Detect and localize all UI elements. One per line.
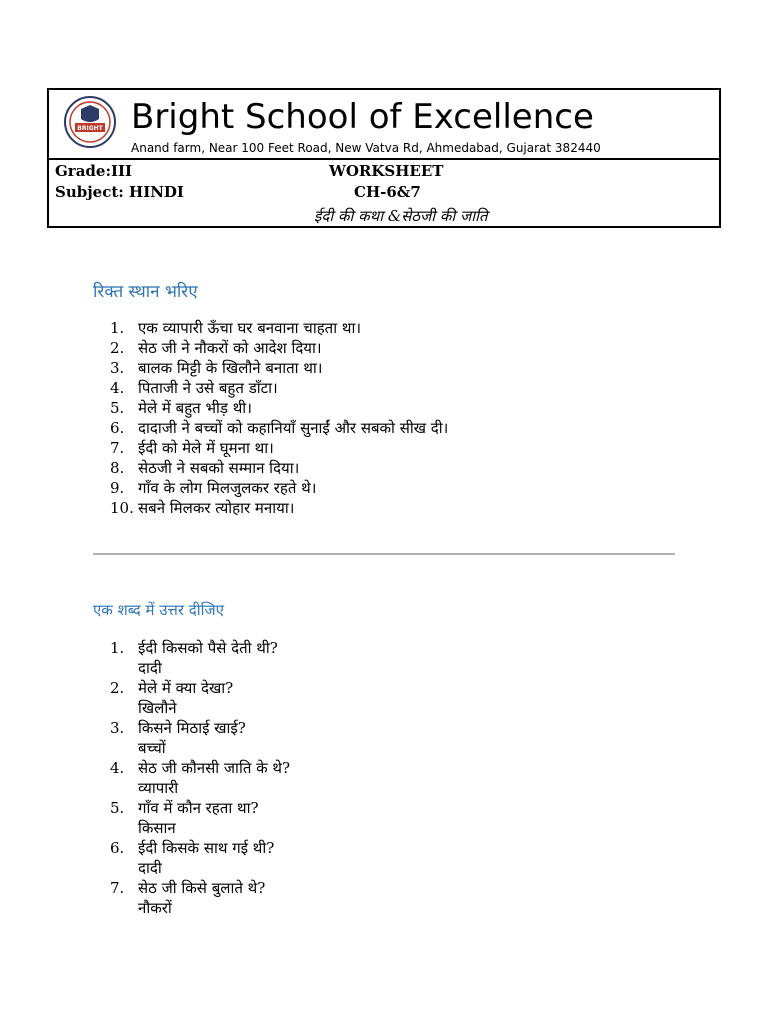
- item-text: सेठजी ने सबको सम्मान दिया।: [138, 459, 300, 477]
- school-banner: [49, 90, 719, 160]
- worksheet-info: [49, 160, 719, 226]
- question-item: [110, 798, 670, 838]
- item-number: 1.: [110, 319, 125, 337]
- item-number: 6.: [110, 419, 125, 437]
- one-word-list: [110, 638, 670, 918]
- item-number: 7.: [110, 439, 125, 457]
- item-number: 8.: [110, 459, 125, 477]
- question-text: गाँव में कौन रहता था?: [138, 799, 259, 817]
- item-number: 1.: [110, 639, 125, 657]
- list-item: [110, 358, 670, 378]
- item-number: 3.: [110, 719, 125, 737]
- chapter-label: CH-6&7: [354, 183, 421, 201]
- answer-text: किसान: [138, 819, 176, 837]
- item-text: बालक मिट्टी के खिलौने बनाता था।: [138, 359, 323, 377]
- question-item: [110, 678, 670, 718]
- list-item: [110, 398, 670, 418]
- item-number: 7.: [110, 879, 125, 897]
- fill-blanks-heading: रिक्त स्थान भरिए: [93, 282, 198, 302]
- item-number: 5.: [110, 799, 125, 817]
- question-text: सेठ जी किसे बुलाते थे?: [138, 879, 266, 897]
- question-item: [110, 638, 670, 678]
- answer-text: दादी: [138, 859, 162, 877]
- worksheet-header: [47, 88, 721, 228]
- subject-label: Subject: HINDI: [55, 183, 184, 201]
- answer-text: दादी: [138, 659, 162, 677]
- list-item: [110, 498, 670, 518]
- item-number: 4.: [110, 379, 125, 397]
- answer-text: खिलौने: [138, 699, 177, 717]
- logo-text: BRIGHT: [77, 125, 103, 132]
- list-item: [110, 418, 670, 438]
- item-number: 9.: [110, 479, 125, 497]
- question-text: ईदी किसको पैसे देती थी?: [138, 639, 278, 657]
- item-number: 6.: [110, 839, 125, 857]
- item-text: मेले में बहुत भीड़ थी।: [138, 399, 252, 417]
- school-name: Bright School of Excellence: [131, 97, 594, 137]
- question-item: [110, 718, 670, 758]
- item-text: गाँव के लोग मिलजुलकर रहते थे।: [138, 479, 317, 497]
- item-text: पिताजी ने उसे बहुत डाँटा।: [138, 379, 278, 397]
- item-text: सेठ जी ने नौकरों को आदेश दिया।: [138, 339, 322, 357]
- list-item: [110, 478, 670, 498]
- item-number: 5.: [110, 399, 125, 417]
- worksheet-title: WORKSHEET: [329, 162, 444, 180]
- item-number: 2.: [110, 339, 125, 357]
- item-number: 10.: [110, 499, 134, 517]
- chapter-names: ईदी की कथा &सेठजी की जाति: [314, 207, 488, 225]
- question-item: [110, 838, 670, 878]
- item-text: एक व्यापारी ऊँचा घर बनवाना चाहता था।: [138, 319, 362, 337]
- question-text: सेठ जी कौनसी जाति के थे?: [138, 759, 291, 777]
- item-text: दादाजी ने बच्चों को कहानियाँ सुनाईं और सबको सीख दी।: [138, 419, 449, 437]
- fill-blanks-list: [110, 318, 670, 518]
- item-number: 4.: [110, 759, 125, 777]
- school-logo: [63, 95, 117, 149]
- section-divider: [93, 553, 675, 555]
- one-word-heading: एक शब्द में उत्तर दीजिए: [93, 601, 224, 619]
- list-item: [110, 438, 670, 458]
- item-text: ईदी को मेले में घूमना था।: [138, 439, 274, 457]
- list-item: [110, 378, 670, 398]
- answer-text: बच्चों: [138, 739, 166, 757]
- question-text: किसने मिठाई खाई?: [138, 719, 246, 737]
- list-item: [110, 458, 670, 478]
- list-item: [110, 318, 670, 338]
- question-item: [110, 758, 670, 798]
- answer-text: व्यापारी: [138, 779, 179, 797]
- school-address: Anand farm, Near 100 Feet Road, New Vatva Rd, Ahmedabad, Gujarat 382440: [131, 141, 601, 155]
- item-text: सबने मिलकर त्योहार मनाया।: [138, 499, 295, 517]
- answer-text: नौकरों: [138, 899, 172, 917]
- list-item: [110, 338, 670, 358]
- question-item: [110, 878, 670, 918]
- item-number: 3.: [110, 359, 125, 377]
- grade-label: Grade:III: [55, 162, 133, 180]
- item-number: 2.: [110, 679, 125, 697]
- question-text: ईदी किसके साथ गई थी?: [138, 839, 275, 857]
- question-text: मेले में क्या देखा?: [138, 679, 234, 697]
